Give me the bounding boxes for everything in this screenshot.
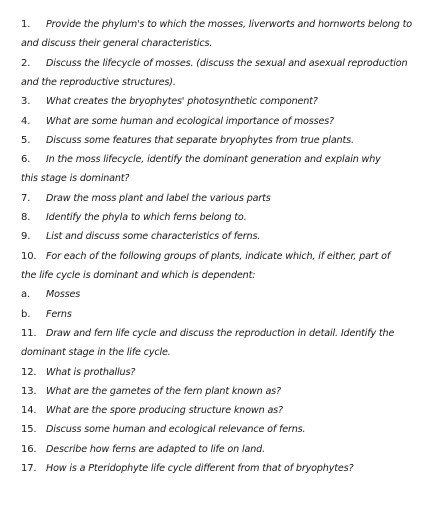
question-text: Draw the moss plant and label the various parts	[46, 192, 271, 204]
question-number: 16.	[21, 443, 37, 455]
question-number: 13.	[21, 385, 37, 397]
question-text: What is prothallus?	[46, 366, 136, 378]
question-text-continued: dominant stage in the life cycle.	[21, 347, 171, 359]
question-number: 15.	[21, 424, 37, 436]
question-number: 12.	[21, 366, 37, 378]
question-text: In the moss lifecycle, identify the dominant generation and explain why	[46, 154, 381, 166]
question-text: Identify the phyla to which ferns belong to.	[46, 212, 247, 223]
question-number: 6.	[21, 154, 31, 166]
question-number: 10.	[21, 250, 37, 262]
sub-item-letter: b.	[21, 308, 31, 320]
question-number: 5.	[21, 134, 31, 146]
question-number: 2.	[21, 57, 31, 69]
sub-item-text: Ferns	[46, 308, 72, 320]
question-number: 14.	[21, 405, 37, 417]
question-text: Discuss some features that separate bryophytes from true plants.	[46, 134, 354, 146]
question-text-continued: the life cycle is dominant and which is dependent:	[21, 270, 256, 281]
question-text-continued: and the reproductive structures).	[21, 76, 176, 88]
question-text: Discuss the lifecycle of mosses. (discuss the sexual and asexual reproduction	[46, 57, 408, 69]
question-text: Discuss some human and ecological relevance of ferns.	[46, 424, 306, 436]
question-text: List and discuss some characteristics of ferns.	[46, 231, 261, 243]
question-number: 9.	[21, 231, 31, 243]
question-number: 11.	[21, 327, 37, 339]
question-text: What are the gametes of the fern plant known as?	[46, 385, 281, 397]
question-text-continued: this stage is dominant?	[21, 173, 130, 185]
question-text-continued: and discuss their general characteristics.	[21, 38, 213, 50]
question-text: What creates the bryophytes' photosynthetic component?	[46, 96, 318, 108]
question-text: What are the spore producing structure known as?	[46, 405, 283, 417]
sub-item-text: Mosses	[46, 289, 81, 301]
sub-item-letter: a.	[21, 289, 31, 301]
question-text: What are some human and ecological importance of mosses?	[46, 115, 334, 127]
question-number: 1.	[21, 19, 31, 30]
question-text: Draw and fern life cycle and discuss the reproduction in detail. Identify the	[46, 327, 395, 339]
question-text: For each of the following groups of plants, indicate which, if either, part of	[46, 250, 391, 262]
question-text: Describe how ferns are adapted to life on land.	[46, 443, 265, 455]
question-number: 3.	[21, 96, 31, 108]
question-text: How is a Pteridophyte life cycle different from that of bryophytes?	[46, 463, 354, 474]
question-number: 4.	[21, 115, 31, 127]
question-number: 7.	[21, 192, 31, 204]
question-text: Provide the phylum's to which the mosses, liverworts and hornworts belong to	[46, 19, 412, 30]
question-number: 17.	[21, 463, 37, 474]
question-number: 8.	[21, 212, 31, 223]
